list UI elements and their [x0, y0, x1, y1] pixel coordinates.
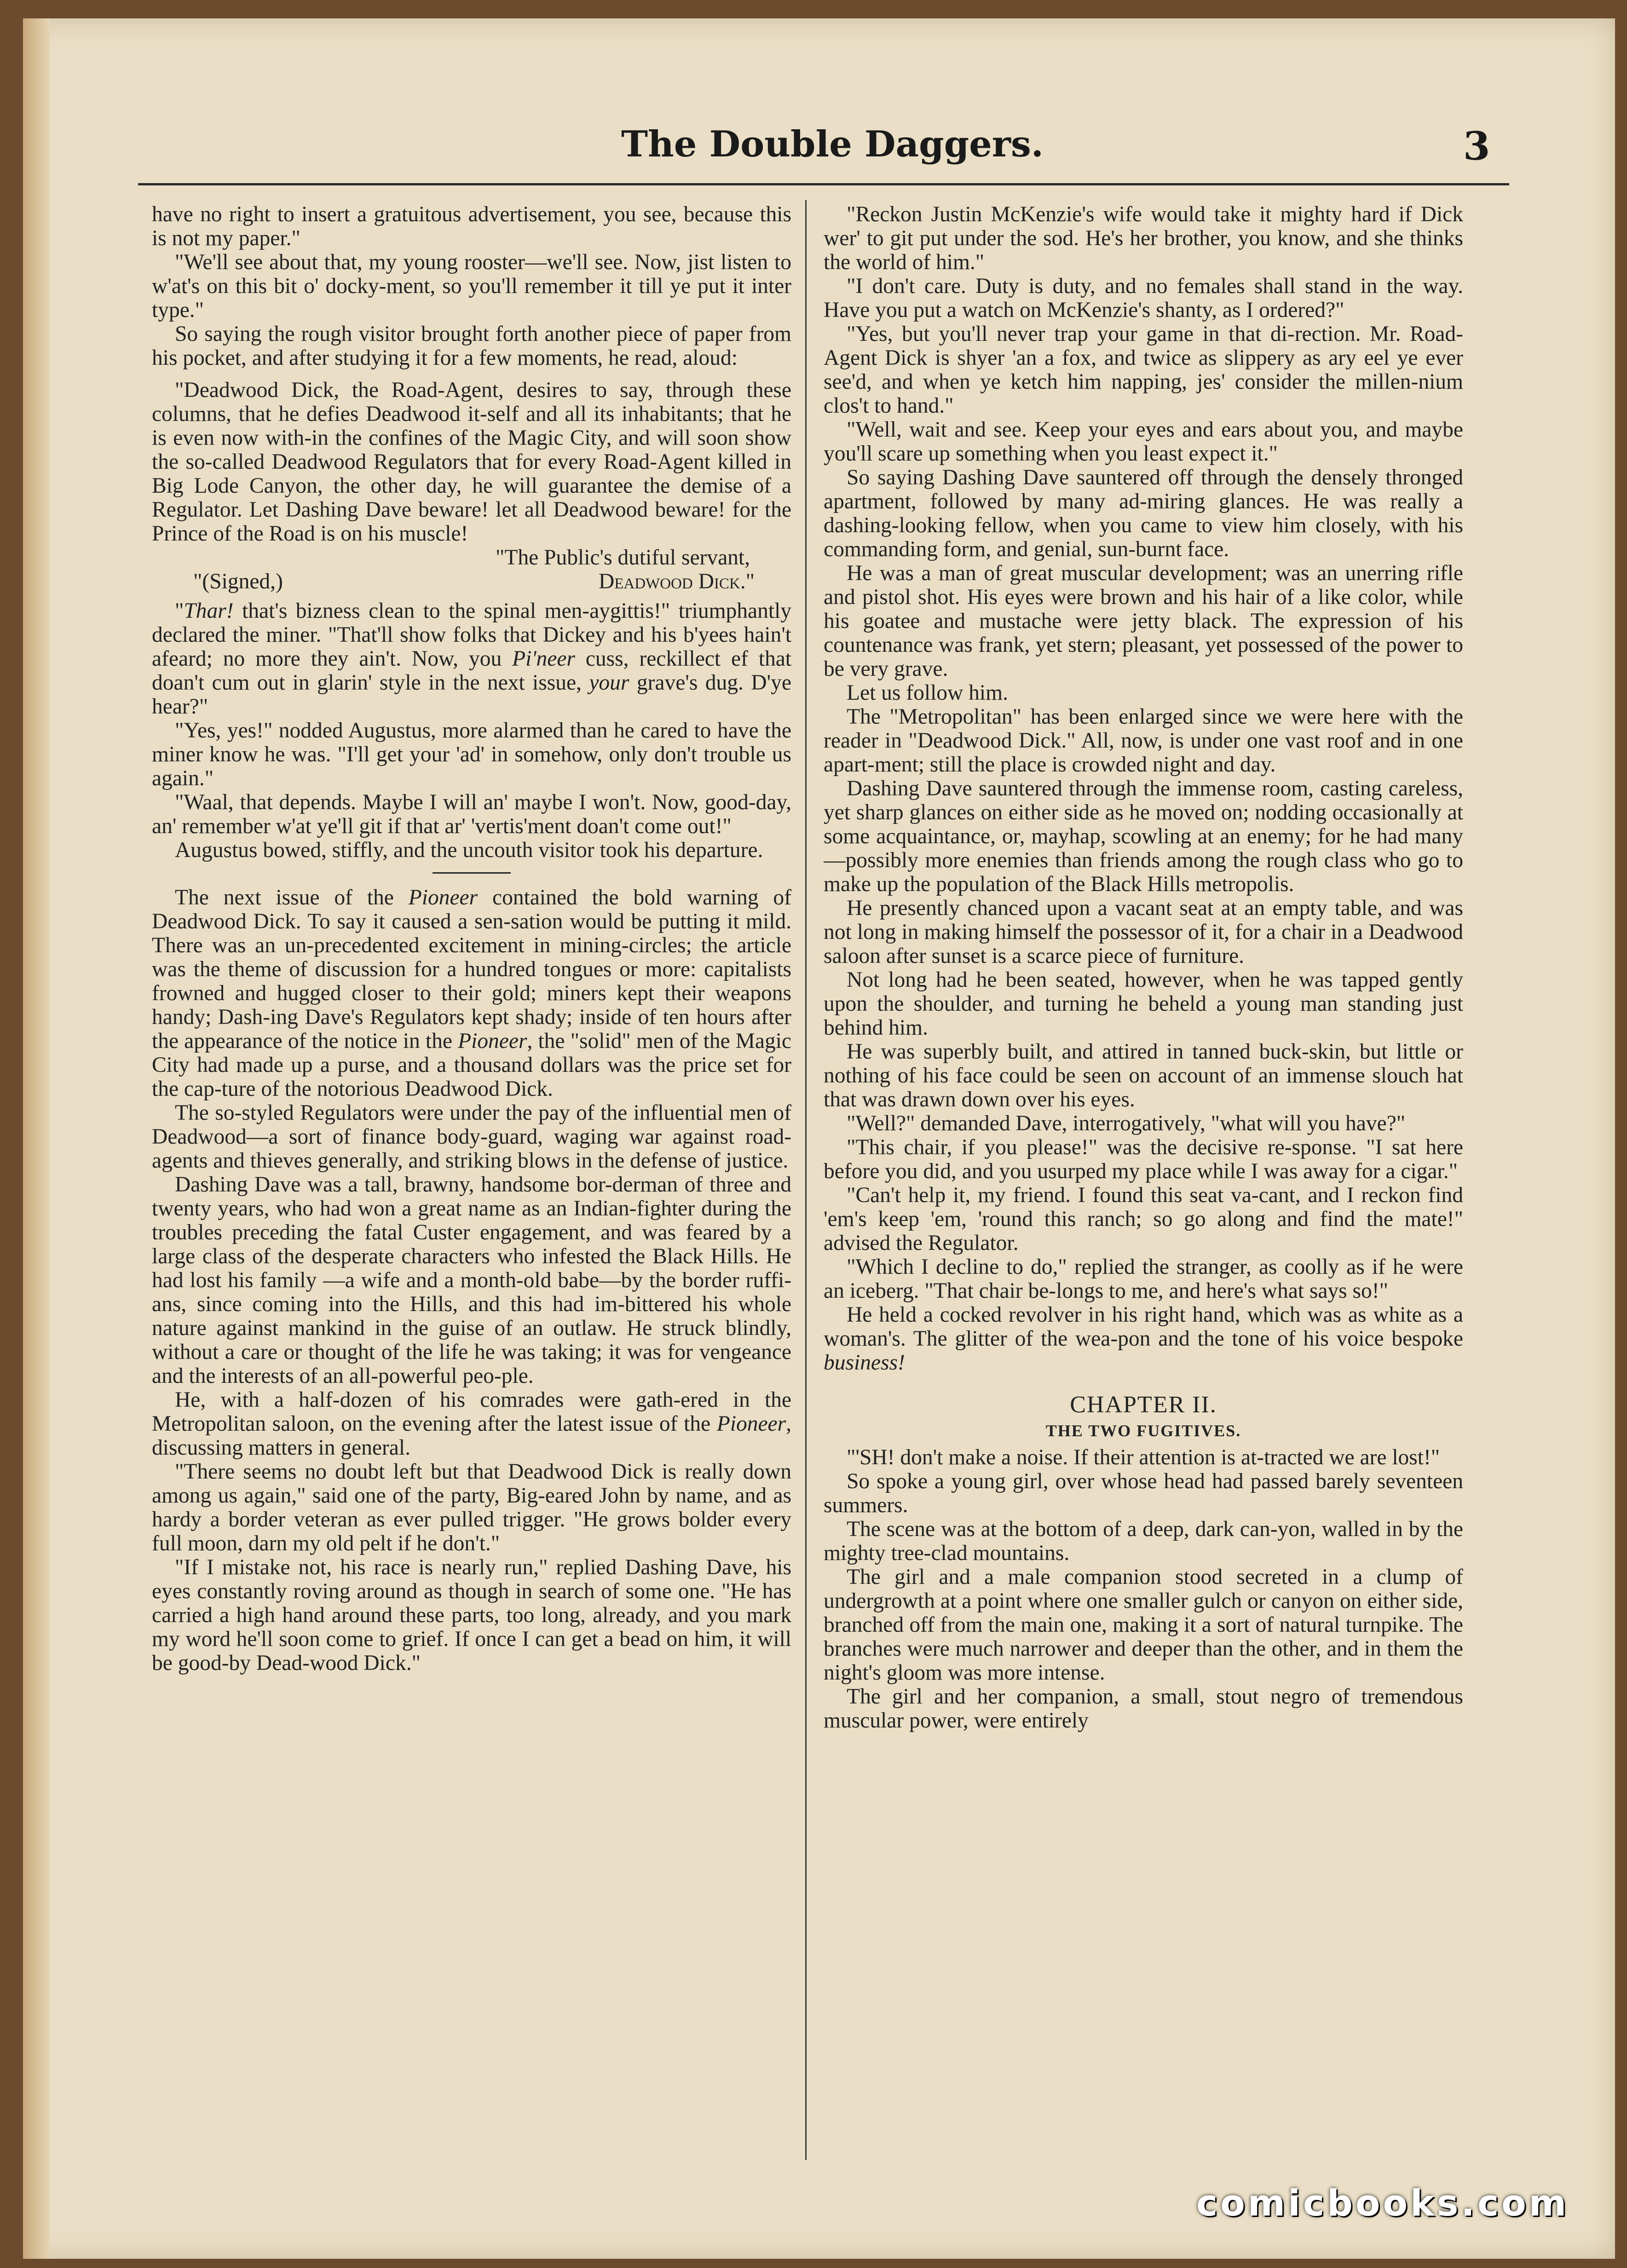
paragraph: "Reckon Justin McKenzie's wife would take it mighty hard if Dick wer' to git put under the sod. He's her brother, you know, and she thinks the world of him.": [824, 202, 1463, 274]
paragraph: The so-styled Regulators were under the pay of the influential men of Deadwood—a sort of finance body-guard, waging war against road-agents and thieves generally, and striking blows in the defense of justice.: [152, 1101, 791, 1173]
advertisement-quote: [152, 378, 791, 593]
paragraph: He was a man of great muscular development; was an unerring rifle and pistol shot. His eyes were brown and his hair of a like color, while his goatee and mustache were jetty black. The expression of his countenance was frank, yet stern; pleasant, yet possessed of the power to be very grave.: [824, 561, 1463, 681]
paragraph: "I don't care. Duty is duty, and no females shall stand in the way. Have you put a watch on McKenzie's shanty, as I ordered?": [824, 274, 1463, 322]
paragraph: "Waal, that depends. Maybe I will an' maybe I won't. Now, good-day, an' remember w'at ye'll git if that ar' 'vertis'ment doan't come out!": [152, 790, 791, 838]
page-number: 3: [1463, 123, 1490, 169]
paragraph: "We'll see about that, my young rooster—we'll see. Now, jist listen to w'at's on this bit o' docky-ment, so you'll remember it till ye put it inter type.": [152, 250, 791, 322]
sign-off: "The Public's dutiful servant,: [496, 546, 750, 570]
paragraph: Dashing Dave sauntered through the immense room, casting careless, yet sharp glances on either side as he moved on; nodding occasionally at some acquaintance, or, mayhap, scowling at an enemy; for he had many—possibly more enemies than friends among the rough class who go to make up the population of the Black Hills metropolis.: [824, 777, 1463, 896]
paragraph: Let us follow him.: [847, 681, 1008, 705]
paragraph: "Well, wait and see. Keep your eyes and ears about you, and maybe you'll scare up something when you least expect it.": [824, 418, 1463, 466]
paragraph: The girl and a male companion stood secreted in a clump of undergrowth at a point where one smaller gulch or canyon on either side, branched off from the main one, making it a sort of natural turnpike. The branches were much narrower and deeper than the other, and in them the night's gloom was more intense.: [824, 1565, 1463, 1685]
paragraph: "If I mistake not, his race is nearly run," replied Dashing Dave, his eyes constantly roving around as though in search of some one. "He has carried a high hand around these parts, too long, already, and you mark my word he'll soon come to grief. If once I can get a bead on him, it will be good-by Dead-wood Dick.": [152, 1555, 791, 1675]
section-divider: [433, 872, 511, 874]
running-title: The Double Daggers.: [621, 123, 1044, 165]
page-spine-shadow: [23, 18, 50, 2259]
right-column: [824, 202, 1463, 2158]
paragraph: The next issue of the Pioneer contained the bold warning of Deadwood Dick. To say it caused a sen-sation would be putting it mild. There was an un-precedented excitement in mining-circles; the article was the theme of discussion for a hundred tongues or more: capitalists frowned and hugged closer to their gold; miners kept their weapons handy; Dash-ing Dave's Regulators kept shady; inside of ten hours after the appearance of the notice in the Pioneer, the "solid" men of the Magic City had made up a purse, and a thousand dollars was the price set for the cap-ture of the notorious Deadwood Dick.: [152, 886, 791, 1101]
paragraph: He presently chanced upon a vacant seat at an empty table, and was not long in making himself the possessor of it, for a chair in a Deadwood saloon after sunset is a scarce piece of furniture.: [824, 896, 1463, 968]
paragraph: have no right to insert a gratuitous advertisement, you see, because this is not my paper.": [152, 202, 791, 250]
paragraph: "'SH! don't make a noise. If their attention is at-tracted we are lost!": [847, 1445, 1440, 1469]
paragraph: He held a cocked revolver in his right hand, which was as white as a woman's. The glitter of the wea-pon and the tone of his voice bespoke business!: [824, 1303, 1463, 1375]
paragraph: Augustus bowed, stiffly, and the uncouth visitor took his departure.: [175, 838, 763, 862]
paragraph: "There seems no doubt left but that Deadwood Dick is really down among us again," said one of the party, Big-eared John by name, and as hardy a border veteran as ever pulled trigger. "He grows bolder every full moon, darn my old pelt if he don't.": [152, 1460, 791, 1555]
paragraph: So spoke a young girl, over whose head had passed barely seventeen summers.: [824, 1469, 1463, 1517]
signature-line: [152, 570, 791, 593]
paragraph: Not long had he been seated, however, when he was tapped gently upon the shoulder, and turning he beheld a young man standing just behind him.: [824, 968, 1463, 1040]
header-rule: [138, 183, 1509, 185]
paragraph: So saying Dashing Dave sauntered off through the densely thronged apartment, followed by many ad-miring glances. He was really a dashing-looking fellow, when you came to view him closely, with his commanding form, and genial, sun-burnt face.: [824, 466, 1463, 561]
signed-label: "(Signed,): [193, 570, 283, 593]
paragraph: The scene was at the bottom of a deep, dark can-yon, walled in by the mighty tree-clad mountains.: [824, 1517, 1463, 1565]
chapter-title: CHAPTER II.: [1070, 1392, 1217, 1418]
column-divider: [805, 200, 807, 2160]
chapter-subtitle: THE TWO FUGITIVES.: [1045, 1422, 1241, 1440]
quote-text: "Deadwood Dick, the Road-Agent, desires to say, through these columns, that he defies Deadwood it-self and all its inhabitants; that he is even now with-in the confines of the Magic City, and will soon show the so-called Deadwood Regulators that for every Road-Agent killed in Big Lode Canyon, the other day, he will guarantee the demise of a Regulator. Let Dashing Dave beware! let all Deadwood beware! for the Prince of the Road is on his muscle!: [152, 378, 791, 546]
left-column: [152, 202, 791, 2158]
paragraph: The "Metropolitan" has been enlarged since we were here with the reader in "Deadwood Dick." All, now, is under one vast roof and in one apart-ment; still the place is crowded night and day.: [824, 705, 1463, 777]
paragraph: "Yes, yes!" nodded Augustus, more alarmed than he cared to have the miner know he was. "I'll get your 'ad' in somehow, only don't trouble us again.": [152, 719, 791, 790]
paragraph: He was superbly built, and attired in tanned buck-skin, but little or nothing of his face could be seen on account of an immense slouch hat that was drawn down over his eyes.: [824, 1040, 1463, 1111]
paragraph: "This chair, if you please!" was the decisive re-sponse. "I sat here before you did, and you usurped my place while I was away for a cigar.": [824, 1135, 1463, 1183]
newspaper-page: [23, 18, 1615, 2259]
paragraph: "Can't help it, my friend. I found this seat va-cant, and I reckon find 'em's keep 'em, 'round this ranch; so go along and find the mate!" advised the Regulator.: [824, 1183, 1463, 1255]
paragraph: The girl and her companion, a small, stout negro of tremendous muscular power, were entirely: [824, 1685, 1463, 1733]
paragraph: Dashing Dave was a tall, brawny, handsome bor-derman of three and twenty years, who had won a great name as an Indian-fighter during the troubles preceding the fatal Custer engagement, and was feared by a large class of the desperate characters who infested the Black Hills. He had lost his family —a wife and a month-old babe—by the border ruffi-ans, since coming into the Hills, and this had im-bittered his whole nature against mankind in the guise of an outlaw. He struck blindly, without a care or thought of the life he was taking; it was for vengeance and the interests of an all-powerful peo-ple.: [152, 1173, 791, 1388]
paragraph: So saying the rough visitor brought forth another piece of paper from his pocket, and after studying it for a few moments, he read, aloud:: [152, 322, 791, 370]
paragraph: "Well?" demanded Dave, interrogatively, "what will you have?": [847, 1111, 1406, 1135]
paragraph: "Thar! that's bizness clean to the spinal men-aygittis!" triumphantly declared the miner. "That'll show folks that Dickey and his b'yees hain't afeard; no more they ain't. Now, you Pi'neer cuss, reckillect ef that doan't cum out in glarin' style in the next issue, your grave's dug. D'ye hear?": [152, 599, 791, 719]
paragraph: "Yes, but you'll never trap your game in that di-rection. Mr. Road-Agent Dick is shyer 'an a fox, and twice as slippery as ary eel ye ever see'd, and when ye ketch him napping, jes' consider the millen-nium clos't to hand.": [824, 322, 1463, 418]
watermark-logo: comicbooks.com: [1196, 2183, 1569, 2224]
signed-name: Deadwood Dick.": [598, 570, 755, 593]
italic-text: Thar!: [184, 599, 234, 623]
paragraph: "Which I decline to do," replied the stranger, as coolly as if he were an iceberg. "That chair be-longs to me, and here's what says so!": [824, 1255, 1463, 1303]
paragraph: He, with a half-dozen of his comrades were gath-ered in the Metropolitan saloon, on the evening after the latest issue of the Pioneer, discussing matters in general.: [152, 1388, 791, 1460]
